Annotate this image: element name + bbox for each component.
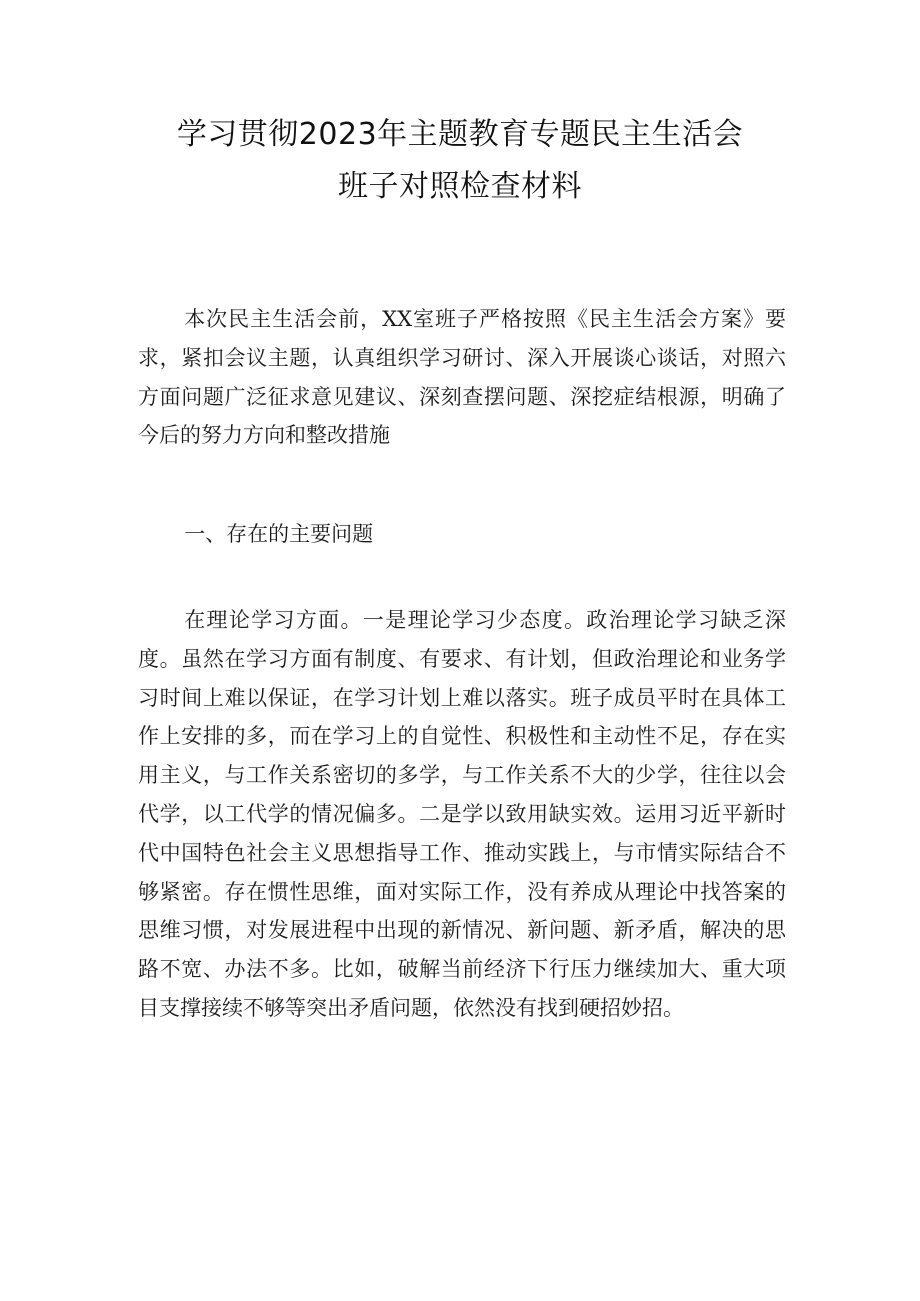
document-title-line-1: 学习贯彻2023年主题教育专题民主生活会 — [176, 117, 744, 152]
intro-paragraph: 本次民主生活会前，XX室班子严格按照《民主生活会方案》要求，紧扣会议主题，认真组织学习研讨、深入开展谈心谈话，对照六方面问题广泛征求意见建议、深刻查摆问题、深挖症结根源，明确了今后的努力方向和整改措施 — [138, 307, 786, 448]
document-title-line-2: 班子对照检查材料 — [338, 169, 582, 204]
body-paragraph: 在理论学习方面。一是理论学习少态度。政治理论学习缺乏深度。虽然在学习方面有制度、有要求、有计划，但政治理论和业务学习时间上难以保证，在学习计划上难以落实。班子成员平时在具体工作上安排的多，而在学习上的自觉性、积极性和主动性不足，存在实用主义，与工作关系密切的多学，与工作关系不大的少学，往往以会代学，以工代学的情况偏多。二是学以致用缺实效。运用习近平新时代中国特色社会主义思想指导工作、推动实践上，与市情实际结合不够紧密。存在惯性思维，面对实际工作，没有养成从理论中找答案的思维习惯，对发展进程中出现的新情况、新问题、新矛盾，解决的思路不宽、办法不多。比如，破解当前经济下行压力继续加大、重大项目支撑接续不够等突出矛盾问题，依然没有找到硬招妙招。 — [138, 608, 786, 1020]
section-heading: 一、存在的主要问题 — [184, 522, 374, 546]
